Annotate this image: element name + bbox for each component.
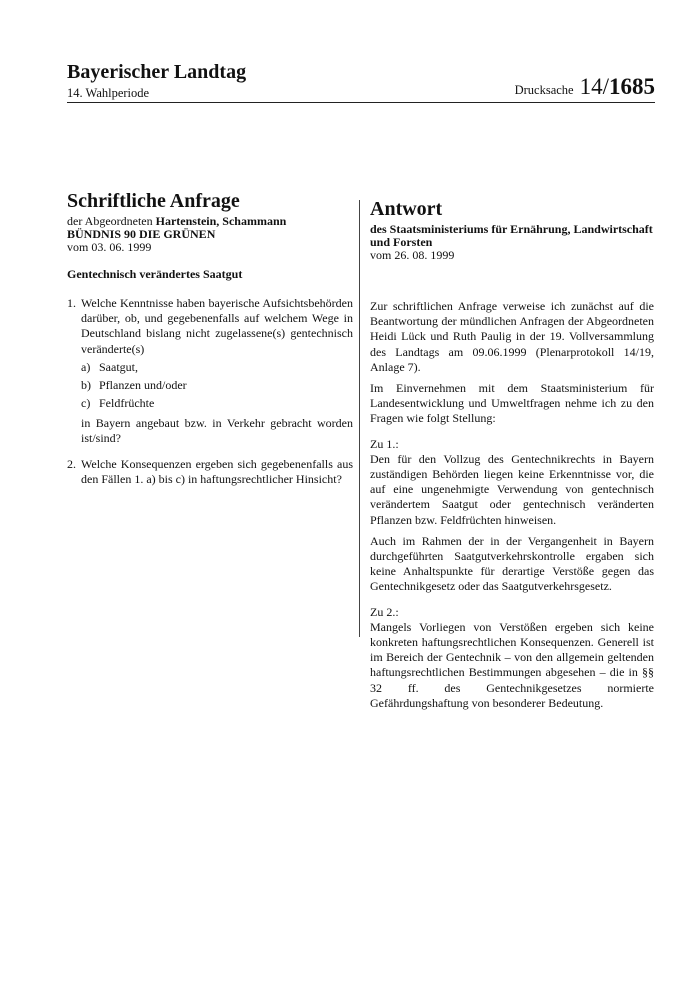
answer-intro-paragraph: Zur schriftlichen Anfrage verweise ich zunächst auf die Beantwortung der mündlichen Anfragen der Abgeordneten Heidi Lück und Ruth Paulig in der 19. Vollversammlung des Landtags am 09.06.1999 (Plenarprotokoll 14/19, Anlage 7).	[370, 299, 654, 374]
parliament-name: Bayerischer Landtag	[67, 61, 247, 83]
sub-item-letter: c)	[81, 395, 91, 410]
answer-2-paragraph: Mangels Vorliegen von Verstößen ergeben sich keine konkreten haftungsrechtlichen Konsequenzen. Generell ist im Bereich der Gentechnik – von den allgemein geltenden haftungsrechtlichen Bestimmungen abgesehen – die in §§ 32 ff. des Gentechnikgesetzes normierte Gefährdungshaftung von besonderer Bedeutung.	[370, 619, 654, 710]
question-text: Welche Kenntnisse haben bayerische Aufsichtsbehörden darüber, ob, und gegebenenfalls auf welchem Wege in Deutschland bislang nicht zugelassene(s) gentechnisch veränderte(s)	[81, 296, 353, 356]
answer-title: Antwort	[370, 198, 443, 220]
ministry-name: des Staatsministeriums für Ernährung, Landwirtschaft und Forsten	[370, 222, 653, 249]
drucksache-label: Drucksache	[514, 83, 574, 97]
answer-column	[370, 198, 654, 711]
document-header	[67, 60, 655, 101]
sub-item-letter: a)	[81, 359, 91, 374]
answer-date: vom 26. 08. 1999	[370, 248, 455, 262]
column-divider	[359, 200, 360, 637]
inquiry-date: vom 03. 06. 1999	[67, 240, 152, 254]
drucksache-prefix: 14/	[579, 74, 609, 99]
sub-item-text: Saatgut,	[99, 359, 138, 374]
drucksache-number	[580, 74, 655, 99]
sub-item-text: Pflanzen und/oder	[99, 377, 187, 392]
question-number: 1.	[67, 296, 76, 310]
answer-2-label: Zu 2.:	[370, 604, 399, 619]
authors-prefix: der Abgeordneten	[67, 214, 156, 228]
header-rule	[67, 102, 655, 103]
sub-item-text: Feldfrüchte	[99, 395, 155, 410]
answer-1-paragraph-2: Auch im Rahmen der in der Vergangenheit in Bayern durchgeführten Saatgutverkehrskontrolle ergaben sich keine Anhaltspunkte für derartige Verstöße gegen das Gentechnikgesetz oder das Saatgutverkehrsgesetz.	[370, 533, 654, 594]
question-2	[67, 457, 353, 487]
question-1	[67, 296, 353, 446]
answer-consent-paragraph: Im Einvernehmen mit dem Staatsministerium für Landesentwicklung und Umweltfragen nehme ich zu den Fragen wie folgt Stellung:	[370, 381, 654, 426]
answer-1-label: Zu 1.:	[370, 436, 399, 451]
answer-1-paragraph: Den für den Vollzug des Gentechnikrechts in Bayern zuständigen Behörden liegen keine Erkenntnisse vor, die auf eine ungenehmigte Verwendung von gentechnisch verändertem Saatgut oder gentechnisch veränderten Pflanzen bzw. Feldfrüchten hinweisen.	[370, 451, 654, 527]
drucksache-reference	[515, 74, 655, 100]
legislative-period: 14. Wahlperiode	[67, 86, 150, 100]
question-sub-item	[81, 360, 353, 375]
question-number: 2.	[67, 457, 76, 472]
question-text: Welche Konsequenzen ergeben sich gegebenenfalls aus den Fällen 1. a) bis c) in haftungsrechtlicher Hinsicht?	[81, 457, 353, 487]
inquiry-column	[67, 190, 353, 488]
inquiry-subject: Gentechnisch verändertes Saatgut	[67, 267, 243, 281]
answer-body	[370, 299, 654, 711]
answer-ministry	[370, 223, 654, 249]
question-tail: in Bayern angebaut bzw. in Verkehr gebracht worden ist/sind?	[81, 415, 353, 446]
drucksache-number-bold: 1685	[609, 74, 655, 99]
inquiry-title: Schriftliche Anfrage	[67, 190, 240, 212]
party-name: BÜNDNIS 90 DIE GRÜNEN	[67, 227, 216, 241]
authors-names: Hartenstein, Schammann	[155, 214, 287, 228]
question-sub-item	[81, 396, 353, 411]
sub-item-letter: b)	[81, 377, 91, 392]
question-sub-item	[81, 378, 353, 393]
